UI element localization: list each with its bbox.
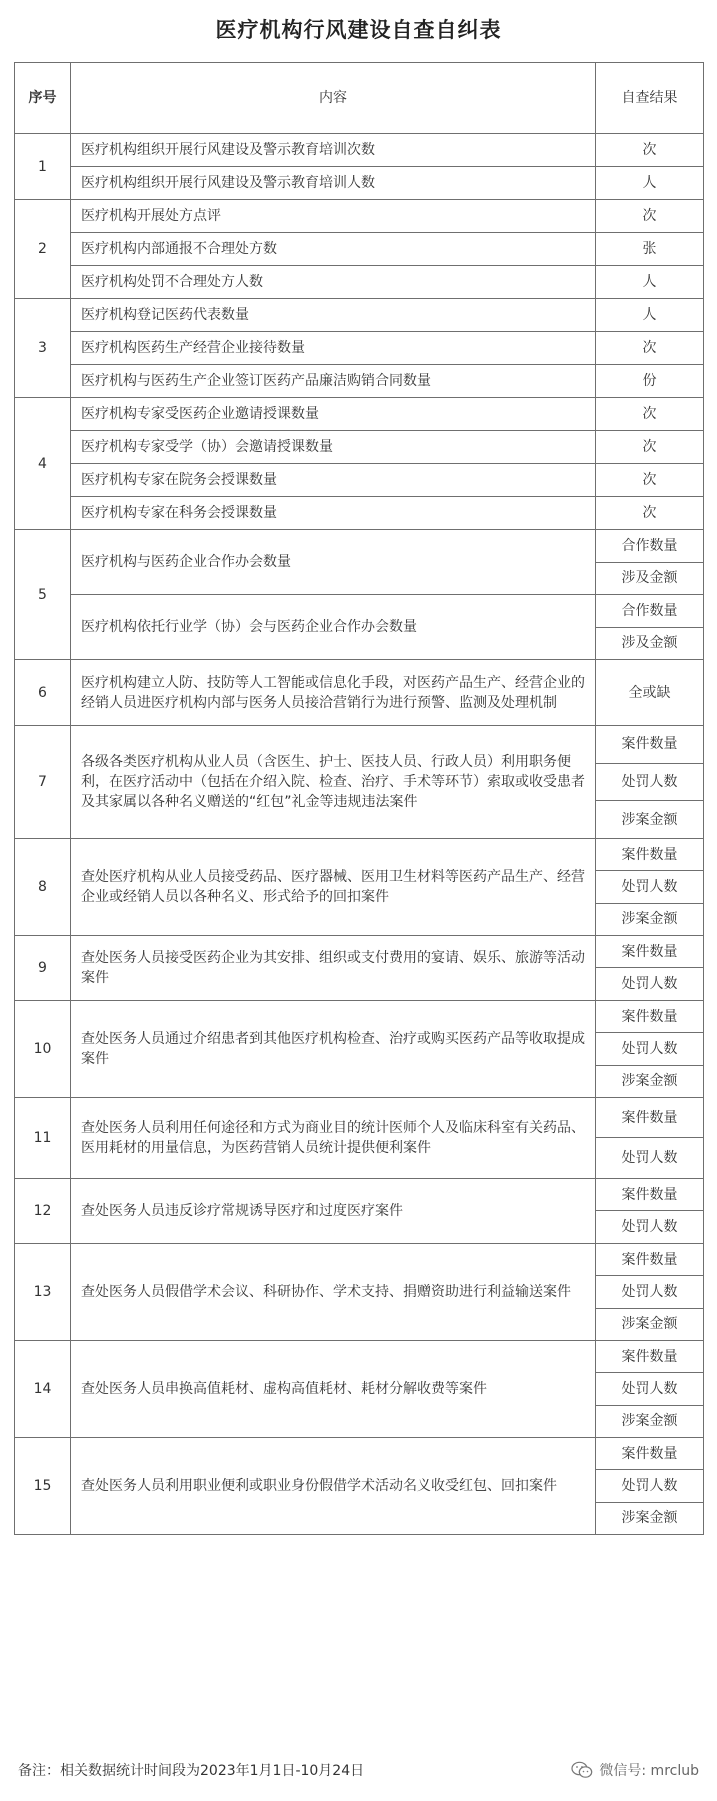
content-cell: 医疗机构依托行业学（协）会与医药企业合作办会数量: [71, 595, 596, 660]
result-cell: 涉案金额: [596, 801, 704, 839]
result-cell: 次: [596, 200, 704, 233]
result-cell: 人: [596, 299, 704, 332]
table-row: [15, 167, 704, 200]
content-cell: 医疗机构专家受医药企业邀请授课数量: [71, 398, 596, 431]
table-row: [15, 332, 704, 365]
content-cell: 医疗机构与医药企业合作办会数量: [71, 530, 596, 595]
result-cell: 案件数量: [596, 726, 704, 764]
result-cell: 涉案金额: [596, 903, 704, 935]
result-cell: 涉及金额: [596, 627, 704, 660]
result-cell: 案件数量: [596, 1243, 704, 1275]
seq-cell: 9: [15, 935, 71, 1000]
content-cell: 查处医务人员利用职业便利或职业身份假借学术活动名义收受红包、回扣案件: [71, 1437, 596, 1534]
table-row: [15, 1097, 704, 1138]
table-row: [15, 1000, 704, 1032]
table-row: [15, 726, 704, 764]
result-cell: 案件数量: [596, 1000, 704, 1032]
seq-cell: 15: [15, 1437, 71, 1534]
seq-cell: 2: [15, 200, 71, 299]
result-cell: 次: [596, 464, 704, 497]
content-cell: 查处医务人员串换高值耗材、虚构高值耗材、耗材分解收费等案件: [71, 1340, 596, 1437]
table-row: [15, 595, 704, 628]
table-row: [15, 935, 704, 968]
seq-cell: 5: [15, 530, 71, 660]
seq-cell: 13: [15, 1243, 71, 1340]
result-cell: 处罚人数: [596, 871, 704, 903]
table-row: [15, 134, 704, 167]
table-row: [15, 266, 704, 299]
result-cell: 处罚人数: [596, 1211, 704, 1244]
content-cell: 医疗机构组织开展行风建设及警示教育培训人数: [71, 167, 596, 200]
table-row: [15, 233, 704, 266]
content-cell: 医疗机构开展处方点评: [71, 200, 596, 233]
content-cell: 查处医务人员违反诊疗常规诱导医疗和过度医疗案件: [71, 1178, 596, 1243]
table-row: [15, 200, 704, 233]
content-cell: 医疗机构医药生产经营企业接待数量: [71, 332, 596, 365]
content-cell: 医疗机构组织开展行风建设及警示教育培训次数: [71, 134, 596, 167]
watermark-text: 微信号: mrclub: [599, 1763, 699, 1779]
table-row: [15, 464, 704, 497]
content-cell: 查处医疗机构从业人员接受药品、医疗器械、医用卫生材料等医药产品生产、经营企业或经销人员以各种名义、形式给予的回扣案件: [71, 838, 596, 935]
result-cell: 人: [596, 167, 704, 200]
result-cell: 涉案金额: [596, 1308, 704, 1340]
content-cell: 医疗机构与医药生产企业签订医药产品廉洁购销合同数量: [71, 365, 596, 398]
header-result: 自查结果: [596, 63, 704, 134]
result-cell: 涉案金额: [596, 1502, 704, 1534]
table-header-row: [15, 63, 704, 134]
content-cell: 医疗机构内部通报不合理处方数: [71, 233, 596, 266]
self-check-table: [14, 62, 704, 1535]
content-cell: 医疗机构专家受学（协）会邀请授课数量: [71, 431, 596, 464]
result-cell: 次: [596, 134, 704, 167]
seq-cell: 12: [15, 1178, 71, 1243]
result-cell: 张: [596, 233, 704, 266]
content-cell: 查处医务人员接受医药企业为其安排、组织或支付费用的宴请、娱乐、旅游等活动案件: [71, 935, 596, 1000]
content-cell: 医疗机构登记医药代表数量: [71, 299, 596, 332]
table-body: [15, 134, 704, 1535]
wechat-icon: [571, 1761, 593, 1779]
result-cell: 处罚人数: [596, 1033, 704, 1065]
seq-cell: 3: [15, 299, 71, 398]
content-cell: 查处医务人员通过介绍患者到其他医疗机构检查、治疗或购买医药产品等收取提成案件: [71, 1000, 596, 1097]
result-cell: 案件数量: [596, 1437, 704, 1469]
result-cell: 涉案金额: [596, 1405, 704, 1437]
table-row: [15, 398, 704, 431]
table-row: [15, 1437, 704, 1469]
header-content: 内容: [71, 63, 596, 134]
result-cell: 处罚人数: [596, 968, 704, 1001]
result-cell: 案件数量: [596, 1178, 704, 1211]
content-cell: 查处医务人员假借学术会议、科研协作、学术支持、捐赠资助进行利益输送案件: [71, 1243, 596, 1340]
table-row: [15, 431, 704, 464]
content-cell: 医疗机构专家在科务会授课数量: [71, 497, 596, 530]
result-cell: 次: [596, 398, 704, 431]
result-cell: 处罚人数: [596, 1276, 704, 1308]
header-seq: 序号: [15, 63, 71, 134]
content-cell: 各级各类医疗机构从业人员（含医生、护士、医技人员、行政人员）利用职务便利，在医疗活动中（包括在介绍入院、检查、治疗、手术等环节）索取或收受患者及其家属以各种名义赠送的“红包”礼金等违规违法案件: [71, 726, 596, 839]
page-title: 医疗机构行风建设自查自纠表: [215, 18, 502, 42]
result-cell: 次: [596, 497, 704, 530]
result-cell: 全或缺: [596, 660, 704, 726]
table-row: [15, 530, 704, 563]
table-row: [15, 660, 704, 726]
table-row: [15, 1178, 704, 1211]
table-row: [15, 1243, 704, 1275]
result-cell: 合作数量: [596, 530, 704, 563]
result-cell: 处罚人数: [596, 763, 704, 801]
content-cell: 医疗机构处罚不合理处方人数: [71, 266, 596, 299]
result-cell: 案件数量: [596, 1097, 704, 1138]
result-cell: 次: [596, 332, 704, 365]
result-cell: 案件数量: [596, 838, 704, 870]
content-cell: 医疗机构建立人防、技防等人工智能或信息化手段，对医药产品生产、经营企业的经销人员进医疗机构内部与医务人员接洽营销行为进行预警、监测及处理机制: [71, 660, 596, 726]
result-cell: 合作数量: [596, 595, 704, 628]
table-row: [15, 497, 704, 530]
result-cell: 人: [596, 266, 704, 299]
result-cell: 处罚人数: [596, 1470, 704, 1502]
result-cell: 案件数量: [596, 1340, 704, 1372]
seq-cell: 1: [15, 134, 71, 200]
seq-cell: 10: [15, 1000, 71, 1097]
wechat-watermark: [571, 1760, 699, 1780]
content-cell: 医疗机构专家在院务会授课数量: [71, 464, 596, 497]
table-row: [15, 365, 704, 398]
result-cell: 涉及金额: [596, 562, 704, 595]
result-cell: 处罚人数: [596, 1373, 704, 1405]
seq-cell: 8: [15, 838, 71, 935]
table-row: [15, 1340, 704, 1372]
result-cell: 案件数量: [596, 935, 704, 968]
seq-cell: 14: [15, 1340, 71, 1437]
footer-note: 备注：相关数据统计时间段为2023年1月1日-10月24日: [18, 1763, 365, 1779]
table-row: [15, 299, 704, 332]
table-row: [15, 838, 704, 870]
result-cell: 次: [596, 431, 704, 464]
result-cell: 处罚人数: [596, 1138, 704, 1179]
seq-cell: 6: [15, 660, 71, 726]
seq-cell: 7: [15, 726, 71, 839]
seq-cell: 11: [15, 1097, 71, 1178]
result-cell: 涉案金额: [596, 1065, 704, 1097]
content-cell: 查处医务人员利用任何途径和方式为商业目的统计医师个人及临床科室有关药品、医用耗材的用量信息，为医药营销人员统计提供便利案件: [71, 1097, 596, 1178]
seq-cell: 4: [15, 398, 71, 530]
result-cell: 份: [596, 365, 704, 398]
